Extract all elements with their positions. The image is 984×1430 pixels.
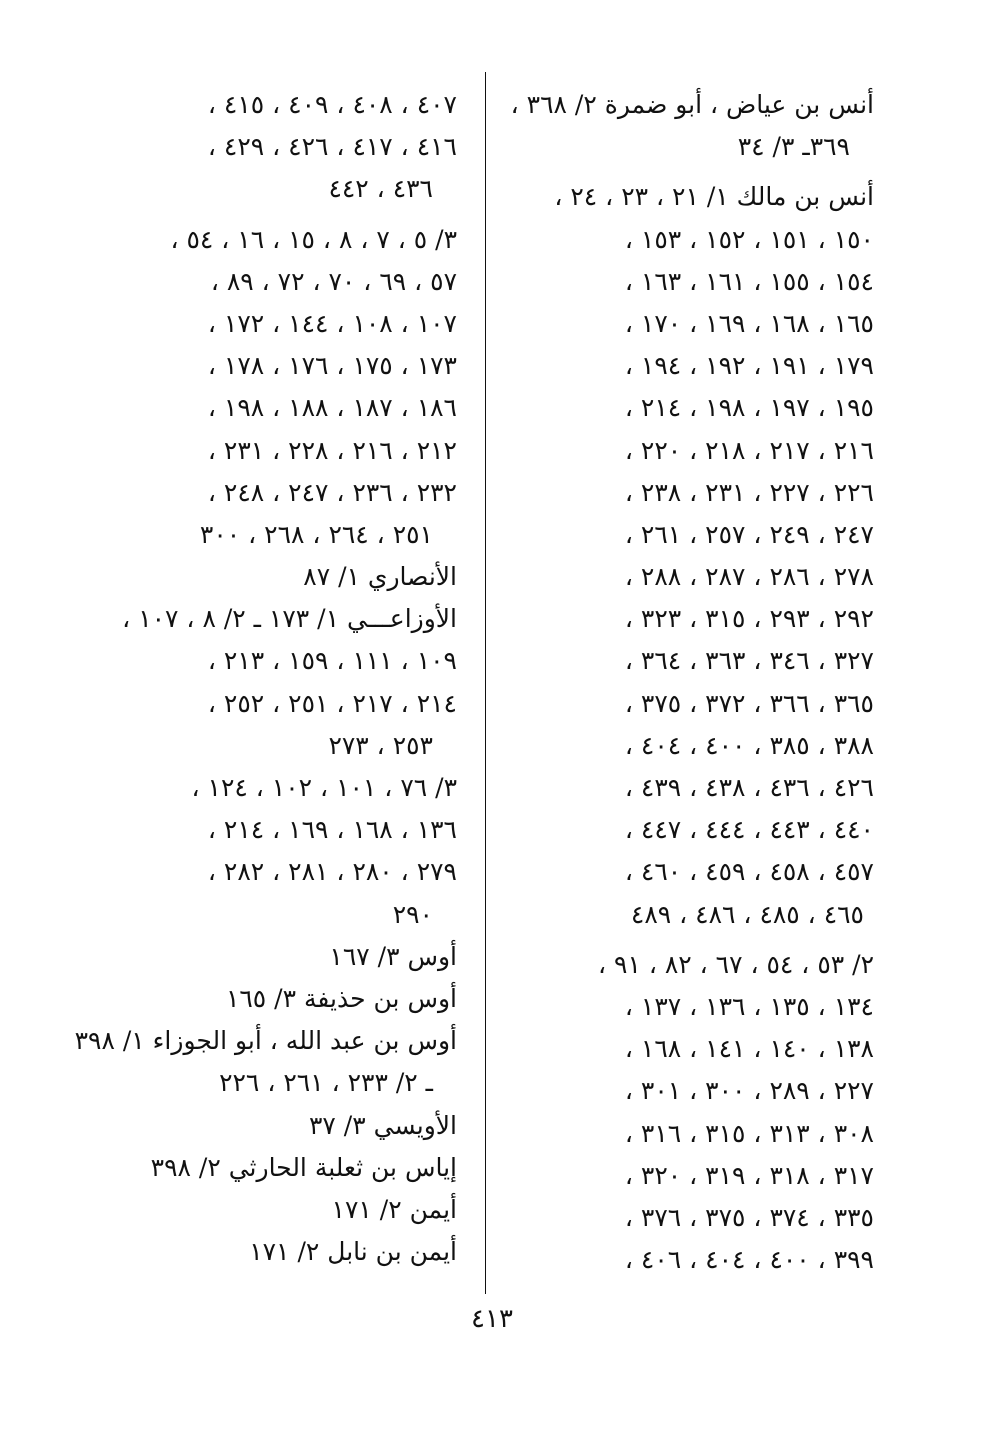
index-line: أوس ٣/ ١٦٧ — [329, 941, 457, 971]
index-line: ١٠٩ ، ١١١ ، ١٥٩ ، ٢١٣ ، — [207, 646, 457, 676]
column-divider — [485, 72, 486, 1294]
index-column-right — [499, 84, 874, 1281]
index-line: ٣٦٥ ، ٣٦٦ ، ٣٧٢ ، ٣٧٥ ، — [624, 688, 874, 718]
index-line: ٢١٤ ، ٢١٧ ، ٢٥١ ، ٢٥٢ ، — [207, 688, 457, 718]
index-line: ١٣٤ ، ١٣٥ ، ١٣٦ ، ١٣٧ ، — [624, 991, 874, 1021]
index-line: إياس بن ثعلبة الحارثي ٢/ ٣٩٨ — [150, 1152, 457, 1182]
index-line: ١٧٩ ، ١٩١ ، ١٩٢ ، ١٩٤ ، — [624, 351, 874, 381]
index-line: ٢١٦ ، ٢١٧ ، ٢١٨ ، ٢٢٠ ، — [624, 435, 874, 465]
index-line: ٤٣٦ ، ٤٤٢ — [328, 174, 433, 204]
index-line: ٣/ ٥ ، ٧ ، ٨ ، ١٥ ، ١٦ ، ٥٤ ، — [170, 224, 457, 254]
index-line: أنس بن عياض ، أبو ضمرة ٢/ ٣٦٨ ، — [510, 90, 874, 119]
index-line: أنس بن مالك ١/ ٢١ ، ٢٣ ، ٢٤ ، — [554, 182, 874, 212]
index-line: ٤٥٧ ، ٤٥٨ ، ٤٥٩ ، ٤٦٠ ، — [624, 857, 874, 887]
index-line: ٣٠٨ ، ٣١٣ ، ٣١٥ ، ٣١٦ ، — [624, 1118, 874, 1148]
index-line: ٤١٦ ، ٤١٧ ، ٤٢٦ ، ٤٢٩ ، — [207, 132, 457, 162]
index-line: ٤٢٦ ، ٤٣٦ ، ٤٣٨ ، ٤٣٩ ، — [624, 773, 874, 802]
index-line: ١٣٨ ، ١٤٠ ، ١٤١ ، ١٦٨ ، — [624, 1034, 874, 1064]
index-line: الأوزاعـــي ١/ ١٧٣ ـ ٢/ ٨ ، ١٠٧ ، — [122, 604, 457, 634]
index-line: ٢/ ٥٣ ، ٥٤ ، ٦٧ ، ٨٢ ، ٩١ ، — [598, 949, 874, 979]
index-line: ٢٩٢ ، ٢٩٣ ، ٣١٥ ، ٣٢٣ ، — [624, 604, 874, 634]
index-line: ١٩٥ ، ١٩٧ ، ١٩٨ ، ٢١٤ ، — [624, 393, 874, 423]
index-line: ٣٣٥ ، ٣٧٤ ، ٣٧٥ ، ٣٧٦ ، — [624, 1202, 874, 1232]
index-line: ٢٣٢ ، ٢٣٦ ، ٢٤٧ ، ٢٤٨ ، — [207, 477, 457, 507]
index-line: أوس بن حذيفة ٣/ ١٦٥ — [225, 983, 457, 1013]
index-line: ـ ٢/ ٢٣٣ ، ٢٦١ ، ٢٢٦ — [219, 1068, 433, 1098]
index-line: ٣١٧ ، ٣١٨ ، ٣١٩ ، ٣٢٠ ، — [624, 1160, 874, 1190]
index-line: ١٦٥ ، ١٦٨ ، ١٦٩ ، ١٧٠ ، — [624, 308, 874, 338]
index-line: ١٨٦ ، ١٨٧ ، ١٨٨ ، ١٩٨ ، — [207, 393, 457, 423]
index-line: ٣٢٧ ، ٣٤٦ ، ٣٦٣ ، ٣٦٤ ، — [624, 646, 874, 676]
index-line: ١٥٤ ، ١٥٥ ، ١٦١ ، ١٦٣ ، — [624, 266, 874, 296]
index-line: أوس بن عبد الله ، أبو الجوزاء ١/ ٣٩٨ — [74, 1026, 457, 1056]
index-line: ٢١٢ ، ٢١٦ ، ٢٢٨ ، ٢٣١ ، — [207, 435, 457, 465]
index-line: ٥٧ ، ٦٩ ، ٧٠ ، ٧٢ ، ٨٩ ، — [210, 266, 457, 296]
index-line: ١٣٦ ، ١٦٨ ، ١٦٩ ، ٢١٤ ، — [207, 815, 457, 845]
index-line: الأويسي ٣/ ٣٧ — [309, 1110, 457, 1140]
entry-gap — [499, 168, 874, 176]
index-line: ٢٧٨ ، ٢٨٦ ، ٢٨٧ ، ٢٨٨ ، — [624, 562, 874, 592]
index-line: ٣٩٩ ، ٤٠٠ ، ٤٠٤ ، ٤٠٦ ، — [624, 1245, 874, 1275]
index-line: ٢٥٣ ، ٢٧٣ — [328, 730, 433, 760]
index-line: ٢٤٧ ، ٢٤٩ ، ٢٥٧ ، ٢٦١ ، — [624, 519, 874, 549]
index-line: ٢٧٩ ، ٢٨٠ ، ٢٨١ ، ٢٨٢ ، — [207, 857, 457, 887]
entry-gap — [499, 936, 874, 944]
index-line: ٣٨٨ ، ٣٨٥ ، ٤٠٠ ، ٤٠٤ ، — [624, 730, 874, 760]
index-column-left — [74, 84, 457, 1273]
index-line: ٢٩٠ — [392, 899, 433, 929]
index-line: ٤٤٠ ، ٤٤٣ ، ٤٤٤ ، ٤٤٧ ، — [624, 815, 874, 845]
index-line: ٤٠٧ ، ٤٠٨ ، ٤٠٩ ، ٤١٥ ، — [207, 90, 457, 119]
page-number: ٤١٣ — [471, 1304, 513, 1334]
index-line: ١٧٣ ، ١٧٥ ، ١٧٦ ، ١٧٨ ، — [207, 351, 457, 381]
index-line: ٣/ ٧٦ ، ١٠١ ، ١٠٢ ، ١٢٤ ، — [191, 773, 457, 802]
index-line: ٢٥١ ، ٢٦٤ ، ٢٦٨ ، ٣٠٠ — [199, 519, 433, 549]
index-line: ٣٦٩ـ ٣/ ٣٤ — [737, 132, 850, 162]
index-line: أيمن ٢/ ١٧١ — [331, 1194, 457, 1224]
index-line: ١٥٠ ، ١٥١ ، ١٥٢ ، ١٥٣ ، — [624, 224, 874, 254]
index-line: ٤٦٥ ، ٤٨٥ ، ٤٨٦ ، ٤٨٩ — [630, 899, 864, 929]
index-line: ١٠٧ ، ١٠٨ ، ١٤٤ ، ١٧٢ ، — [207, 308, 457, 338]
index-line: الأنصاري ١/ ٨٧ — [303, 562, 457, 592]
entry-gap — [77, 211, 457, 219]
index-line: أيمن بن نابل ٢/ ١٧١ — [249, 1237, 457, 1267]
index-line: ٢٢٦ ، ٢٢٧ ، ٢٣١ ، ٢٣٨ ، — [624, 477, 874, 507]
index-line: ٢٢٧ ، ٢٨٩ ، ٣٠٠ ، ٣٠١ ، — [624, 1076, 874, 1106]
